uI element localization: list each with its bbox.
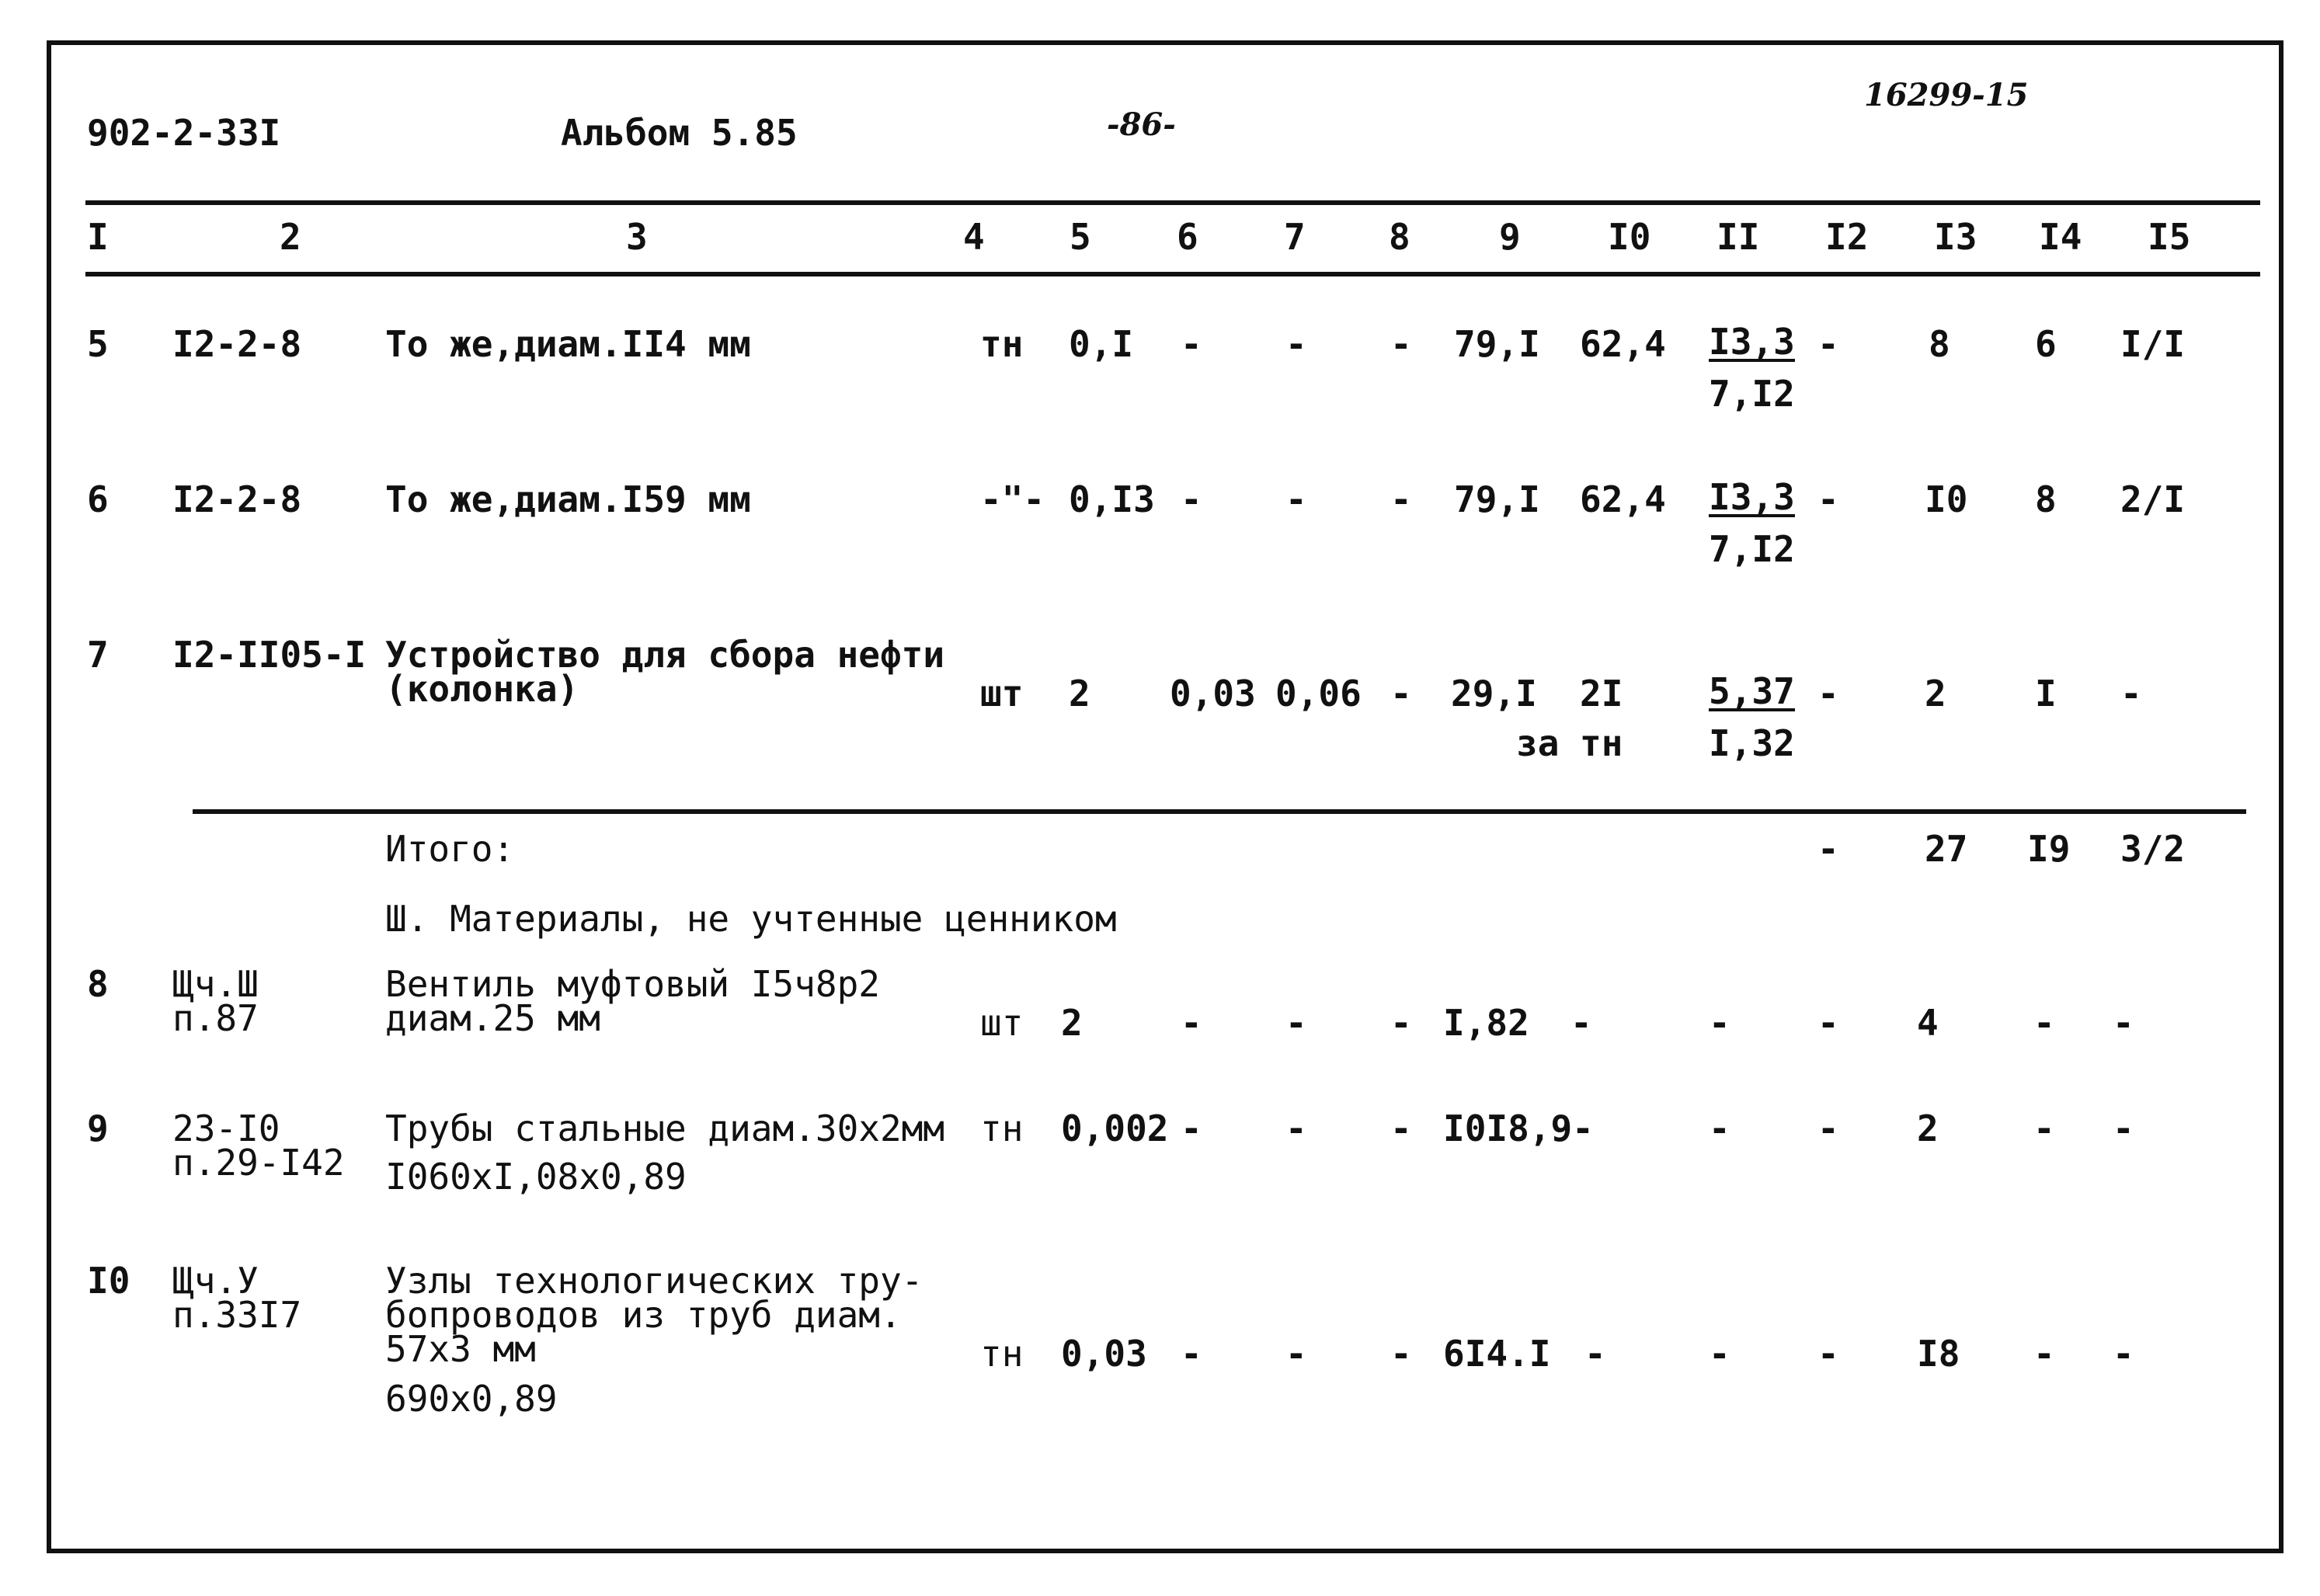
row-col13: 4 (1917, 1002, 1939, 1044)
row-col9-sub: за (1516, 722, 1560, 764)
row-col10-sub: тн (1580, 722, 1623, 764)
col-header: I2 (1825, 216, 1869, 258)
page-number: -86- (1107, 106, 1176, 143)
row-name-line2: бопроводов из труб диам. (385, 1294, 902, 1336)
col-header: 7 (1284, 216, 1306, 258)
row-col12: - (1817, 1333, 1839, 1375)
doc-code: 902-2-33I (87, 112, 281, 154)
row-name: Узлы технологических тру- (385, 1260, 923, 1302)
row-number: 8 (87, 963, 109, 1005)
page-frame (47, 40, 2283, 1553)
row-name: Вентиль муфтовый I5ч8р2 (385, 963, 880, 1005)
row-col7: 0,06 (1275, 673, 1362, 715)
row-qty: 0,I3 (1069, 478, 1155, 520)
row-name: То же,диам.I59 мм (385, 478, 751, 520)
col-header: I (87, 216, 109, 258)
row-col15: - (2120, 673, 2142, 715)
row-col6: 0,03 (1170, 673, 1256, 715)
row-col14: - (2033, 1333, 2055, 1375)
row-col8: - (1390, 1002, 1412, 1044)
row-col7: - (1285, 1002, 1307, 1044)
row-unit: шт (980, 673, 1024, 715)
row-col14: 8 (2035, 478, 2057, 520)
row-code: I2-II05-I (172, 634, 367, 676)
row-col6: - (1181, 1333, 1202, 1375)
row-qty: 2 (1069, 673, 1090, 715)
row-unit: шт (980, 1002, 1024, 1044)
row-col12: - (1817, 1002, 1839, 1044)
row-col12: - (1817, 1107, 1839, 1149)
row-col8: - (1390, 673, 1412, 715)
row-col9: 79,I (1454, 478, 1540, 520)
row-col13: 8 (1929, 323, 1950, 365)
row-col10: - (1584, 1333, 1606, 1375)
row-col14: 6 (2035, 323, 2057, 365)
total-col15: 3/2 (2120, 828, 2186, 870)
row-col14: I (2035, 673, 2057, 715)
row-qty: 0,03 (1061, 1333, 1147, 1375)
total-rule (193, 809, 2246, 814)
row-code: I2-2-8 (172, 323, 302, 365)
row-qty: 0,002 (1061, 1107, 1169, 1149)
row-number: 7 (87, 634, 109, 676)
row-col10: 62,4 (1580, 478, 1666, 520)
row-col13: I0 (1925, 478, 1968, 520)
row-col14: - (2033, 1002, 2055, 1044)
total-label: Итого: (385, 828, 515, 870)
row-col11: - (1709, 1333, 1730, 1375)
col-header: I3 (1934, 216, 1977, 258)
row-col11-top: I3,3 (1709, 321, 1795, 363)
col-header: 9 (1499, 216, 1521, 258)
row-col9: I0I8,9- (1443, 1107, 1594, 1149)
row-col9: I,82 (1443, 1002, 1529, 1044)
row-code-line2: п.87 (172, 997, 259, 1039)
row-col12: - (1817, 478, 1839, 520)
row-number: I0 (87, 1260, 130, 1302)
row-col11-top: I3,3 (1709, 476, 1795, 518)
row-col13: 2 (1917, 1107, 1939, 1149)
row-col6: - (1181, 1002, 1202, 1044)
sheet-code: 16299-15 (1864, 77, 2029, 113)
header-rule-top (85, 200, 2260, 205)
row-col7: - (1285, 478, 1307, 520)
row-qty: 0,I (1069, 323, 1134, 365)
col-header: 5 (1070, 216, 1091, 258)
row-col10: 2I (1580, 673, 1623, 715)
row-col7: - (1285, 1333, 1307, 1375)
row-col11: - (1709, 1002, 1730, 1044)
row-name-line3: 57х3 мм (385, 1328, 536, 1370)
row-code: Щч.Ш (172, 963, 259, 1005)
col-header: I4 (2039, 216, 2082, 258)
row-code-line2: п.33I7 (172, 1294, 302, 1336)
row-name: Устройство для сбора нефти (385, 634, 945, 676)
col-header: II (1717, 216, 1760, 258)
row-col8: - (1390, 1333, 1412, 1375)
row-unit: тн (980, 1333, 1024, 1375)
row-col15: - (2113, 1107, 2134, 1149)
row-code: 23-I0 (172, 1107, 280, 1149)
col-header: 3 (626, 216, 648, 258)
row-col15: - (2113, 1002, 2134, 1044)
row-name-line4: 690х0,89 (385, 1378, 558, 1420)
row-col10: - (1570, 1002, 1592, 1044)
row-col8: - (1390, 478, 1412, 520)
row-col11: - (1709, 1107, 1730, 1149)
row-col12: - (1817, 673, 1839, 715)
row-col13: I8 (1917, 1333, 1960, 1375)
total-col14: I9 (2027, 828, 2071, 870)
row-name-line2: I060хI,08х0,89 (385, 1156, 687, 1198)
row-col6: - (1181, 323, 1202, 365)
row-col10: 62,4 (1580, 323, 1666, 365)
row-name: Трубы стальные диам.30х2мм (385, 1107, 945, 1149)
row-col11-bottom: I,32 (1709, 722, 1795, 764)
row-col15: I/I (2120, 323, 2186, 365)
row-col9: 6I4.I (1443, 1333, 1551, 1375)
col-header: 2 (280, 216, 301, 258)
row-col13: 2 (1925, 673, 1946, 715)
row-unit: тн (980, 323, 1024, 365)
row-number: 5 (87, 323, 109, 365)
total-col12: - (1817, 828, 1839, 870)
section-title: Ш. Материалы, не учтенные ценником (385, 898, 1117, 940)
row-col12: - (1817, 323, 1839, 365)
row-name: То же,диам.II4 мм (385, 323, 751, 365)
row-code: Щч.У (172, 1260, 259, 1302)
row-col11-top: 5,37 (1709, 670, 1795, 712)
row-col15: - (2113, 1333, 2134, 1375)
row-code: I2-2-8 (172, 478, 302, 520)
col-header: 4 (963, 216, 985, 258)
row-col9: 29,I (1451, 673, 1537, 715)
row-col8: - (1390, 323, 1412, 365)
col-header: 6 (1177, 216, 1198, 258)
row-code-line2: п.29-I42 (172, 1142, 345, 1184)
row-unit: -"- (980, 478, 1045, 520)
row-qty: 2 (1061, 1002, 1083, 1044)
total-col13: 27 (1925, 828, 1968, 870)
row-col14: - (2033, 1107, 2055, 1149)
row-col9: 79,I (1454, 323, 1540, 365)
col-header: 8 (1389, 216, 1410, 258)
col-header: I0 (1608, 216, 1651, 258)
row-name-line2: (колонка) (385, 668, 579, 710)
row-col7: - (1285, 323, 1307, 365)
row-col11-bottom: 7,I2 (1709, 373, 1795, 415)
col-header: I5 (2148, 216, 2191, 258)
row-col7: - (1285, 1107, 1307, 1149)
row-col11-bottom: 7,I2 (1709, 528, 1795, 570)
header-rule-bottom (85, 272, 2260, 276)
row-number: 9 (87, 1107, 109, 1149)
row-col6: - (1181, 1107, 1202, 1149)
row-col8: - (1390, 1107, 1412, 1149)
row-number: 6 (87, 478, 109, 520)
row-col6: - (1181, 478, 1202, 520)
row-col15: 2/I (2120, 478, 2186, 520)
album-label: Альбом 5.85 (561, 112, 798, 154)
row-unit: тн (980, 1107, 1024, 1149)
row-name-line2: диам.25 мм (385, 997, 600, 1039)
